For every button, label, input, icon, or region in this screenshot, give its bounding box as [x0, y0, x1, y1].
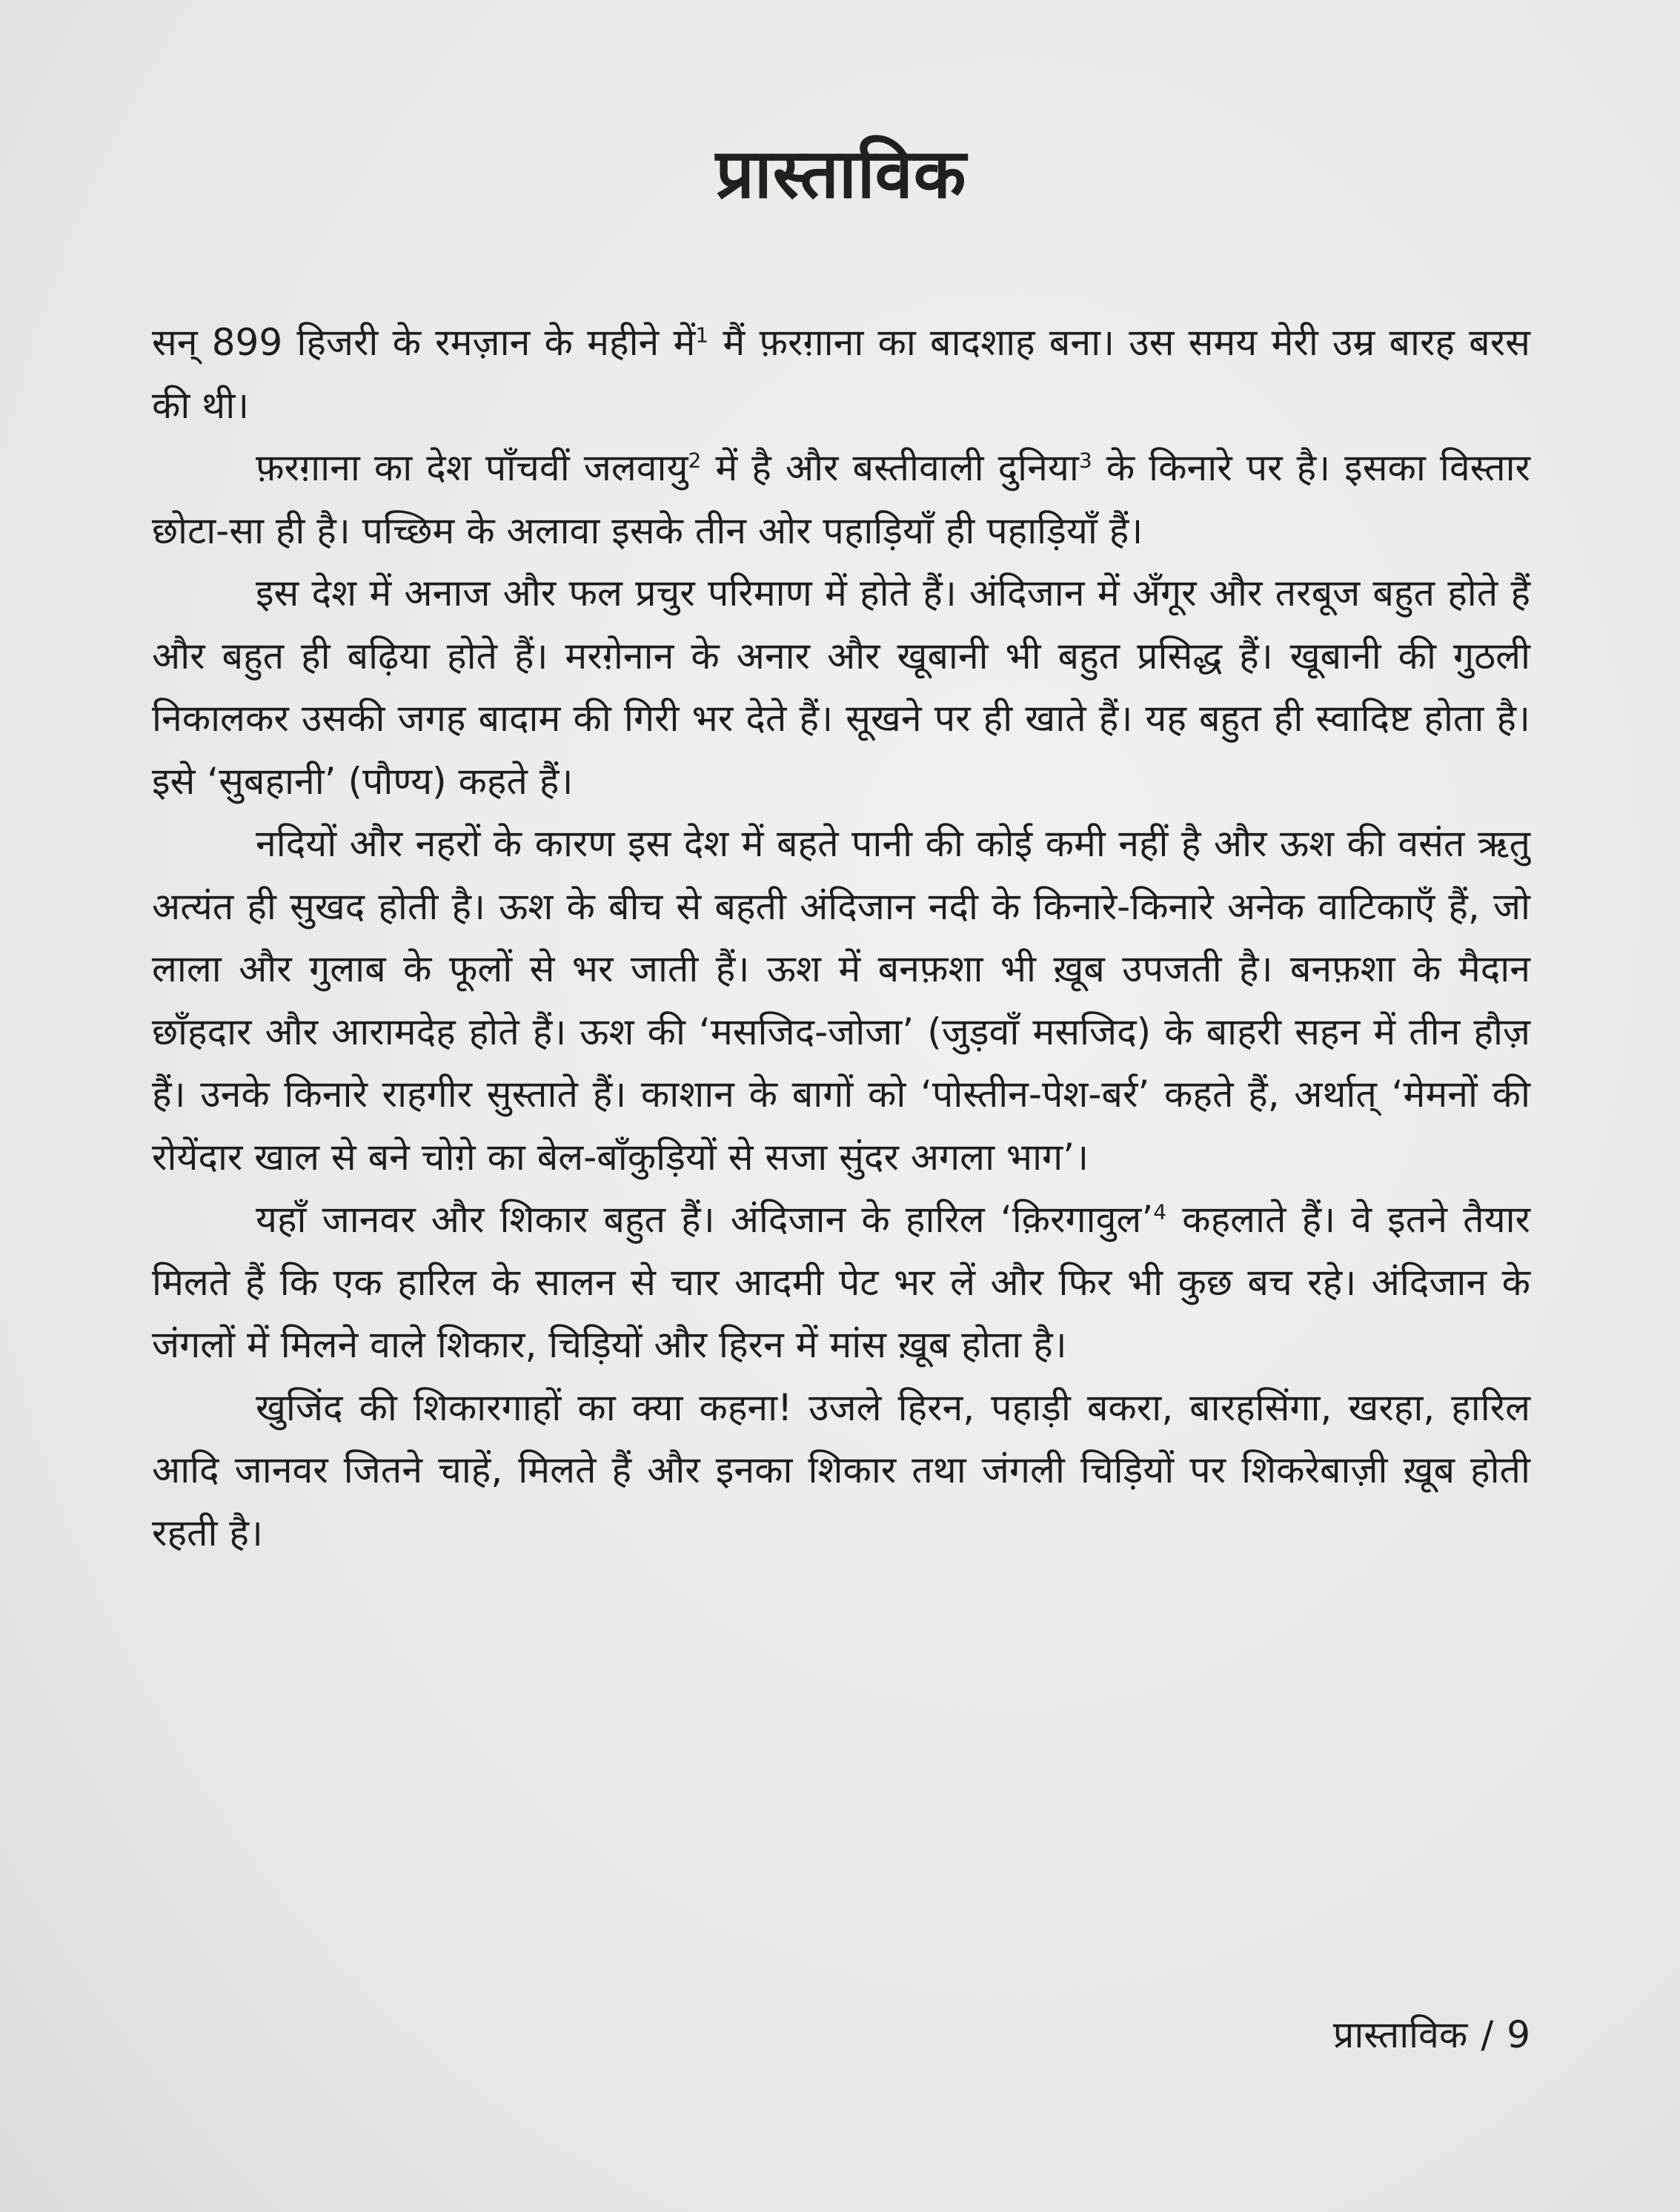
footnote-marker-3: 3 [1078, 448, 1092, 473]
paragraph-text: फ़रग़ाना का देश पाँचवीं जलवायु [256, 446, 688, 489]
paragraph-5 [152, 1188, 1530, 1377]
paragraph-1 [152, 311, 1530, 437]
paragraph-6 [152, 1377, 1530, 1565]
footnote-marker-1: 1 [695, 322, 709, 348]
book-page [152, 130, 1530, 2176]
footnote-marker-2: 2 [688, 448, 702, 473]
page-footer [1333, 2009, 1530, 2061]
paragraph-text: इस देश में अनाज और फल प्रचुर परिमाण में होते हैं। अंदिजान में अँगूर और तरबूज बहुत होते हैं और बहुत ही बढ़िया होते हैं। मरग़ेनान के अनार और खूबानी भी बहुत प्रसिद्ध हैं। खूबानी की गुठली निकालकर उसकी जगह बादाम की गिरी भर देते हैं। सूखने पर ही खाते हैं। यह बहुत ही स्वादिष्ट होता है। इसे ‘सुबहानी’ (पौण्य) कहते हैं। [152, 572, 1530, 803]
paragraph-text: नदियों और नहरों के कारण इस देश में बहते पानी की कोई कमी नहीं है और ऊश की वसंत ऋतु अत्यंत ही सुखद होती है। ऊश के बीच से बहती अंदिजान नदी के किनारे-किनारे अनेक वाटिकाएँ हैं, जो लाला और गुलाब के फूलों से भर जाती हैं। ऊश में बनफ़शा भी ख़ूब उपजती है। बनफ़शा के मैदान छाँहदार और आरामदेह होते हैं। ऊश की ‘मसजिद-जोजा’ (जुड़वाँ मसजिद) के बाहरी सहन में तीन हौज़ हैं। उनके किनारे राहगीर सुस्ताते हैं। काशान के बागों को ‘पोस्तीन-पेश-बर्र’ कहते हैं, अर्थात् ‘मेमनों की रोयेंदार खाल से बने चोग़े का बेल-बाँकुड़ियों से सजा सुंदर अगला भाग’। [152, 822, 1530, 1179]
running-title: प्रास्ताविक [1332, 2013, 1468, 2056]
paragraph-2 [152, 437, 1530, 562]
footnote-marker-4: 4 [1153, 1199, 1167, 1225]
chapter-body [152, 311, 1530, 1564]
paragraph-4 [152, 812, 1530, 1188]
page-number: 9 [1507, 2013, 1530, 2056]
paragraph-text: मैं फ़रग़ाना का बादशाह बना। उस समय मेरी उम्र बारह बरस की थी। [152, 321, 1530, 427]
paragraph-text: सन् 899 हिजरी के रमज़ान के महीने में [152, 321, 696, 364]
paragraph-text: खुजिंद की शिकारगाहों का क्या कहना! उजले हिरन, पहाड़ी बकरा, बारहसिंगा, खरहा, हारिल आदि जानवर जितने चाहें, मिलते हैं और इनका शिकार तथा जंगली चिड़ियों पर शिकरेबाज़ी ख़ूब होती रहती है। [152, 1385, 1530, 1554]
footer-separator: / [1481, 2013, 1494, 2056]
paragraph-3 [152, 562, 1530, 812]
chapter-title: प्रास्ताविक [715, 134, 967, 213]
paragraph-text: कहलाते हैं। वे इतने तैयार मिलते हैं कि एक हारिल के सालन से चार आदमी पेट भर लें और फिर भी कुछ बच रहे। अंदिजान के जंगलों में मिलने वाले शिकार, चिड़ियों और हिरन में मांस ख़ूब होता है। [152, 1198, 1530, 1366]
paragraph-text: यहाँ जानवर और शिकार बहुत हैं। अंदिजान के हारिल ‘क़िरगावुल’ [256, 1198, 1154, 1241]
paragraph-text: के किनारे पर है। इसका विस्तार छोटा-सा ही है। पच्छिम के अलावा इसके तीन ओर पहाड़ियाँ ही पहाड़ियाँ हैं। [152, 446, 1530, 552]
paragraph-text: में है और बस्तीवाली दुनिया [701, 446, 1079, 489]
